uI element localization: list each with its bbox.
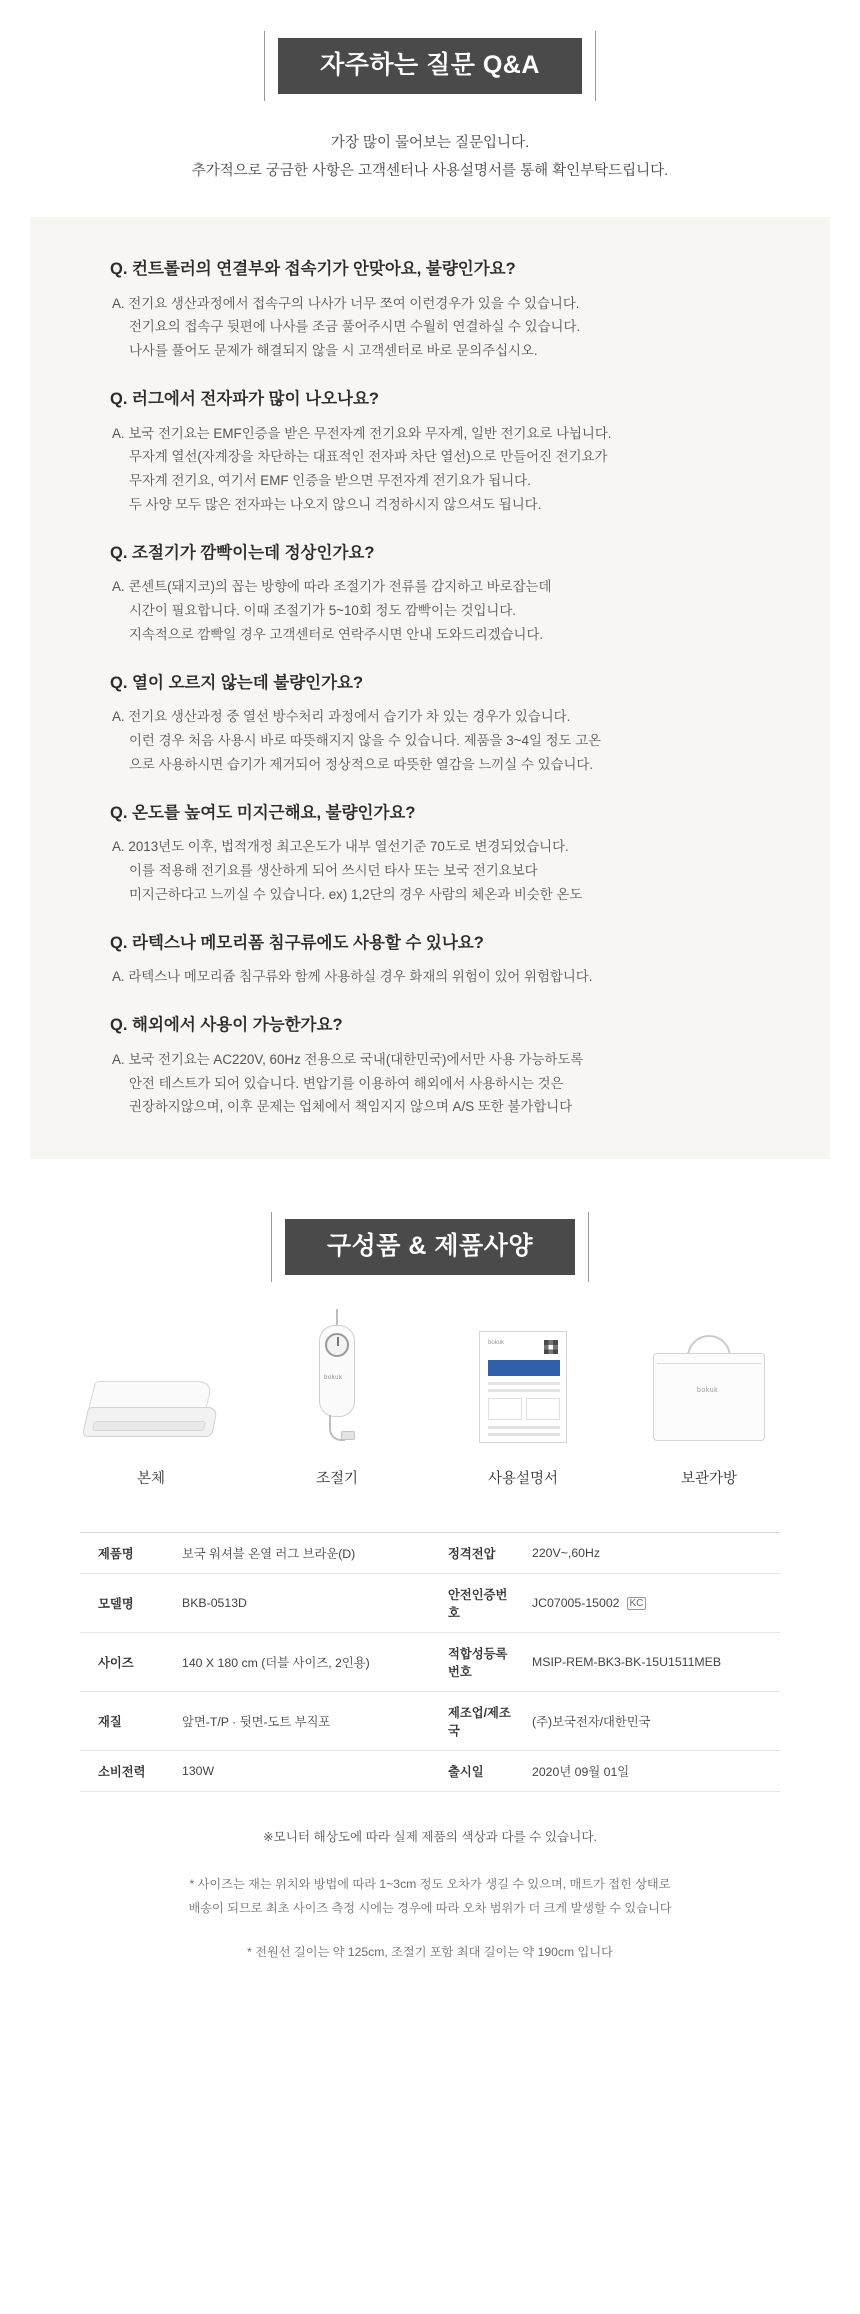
- spec-value: 보국 워셔블 온열 러그 브라운(D): [172, 1533, 430, 1574]
- spec-value: 앞면-T/P · 뒷면-도트 부직포: [172, 1692, 430, 1751]
- faq-list: [110, 259, 750, 1119]
- spec-key: 정격전압: [430, 1533, 522, 1574]
- faq-title-banner: [0, 38, 860, 94]
- storage-bag-icon: [634, 1319, 784, 1449]
- qr-code-icon: [544, 1340, 558, 1354]
- controller-icon: [262, 1319, 412, 1449]
- faq-answer-line: 이런 경우 처음 사용시 바로 따뜻해지지 않을 수 있습니다. 제품을 3~4일 정도 고온: [129, 733, 602, 749]
- spec-title: 구성품 & 제품사양: [285, 1219, 575, 1275]
- faq-item: [110, 259, 750, 363]
- faq-question: Q. 러그에서 전자파가 많이 나오나요?: [110, 390, 379, 409]
- faq-answer: [110, 422, 750, 517]
- specification-table: [80, 1532, 780, 1792]
- faq-answer-line: A. 콘센트(돼지코)의 꼽는 방향에 따라 조절기가 전류를 감지하고 바로잡는데: [112, 579, 552, 595]
- component-list: [0, 1319, 860, 1488]
- spec-key: 적합성등록번호: [430, 1633, 522, 1692]
- table-row: [80, 1633, 780, 1692]
- spec-key: 모델명: [80, 1574, 172, 1633]
- faq-answer: [110, 1048, 750, 1120]
- faq-answer-line: A. 보국 전기요는 AC220V, 60Hz 전용으로 국내(대한민국)에서만 사용 가능하도록: [112, 1051, 584, 1067]
- kc-certification-icon: KC: [627, 1597, 647, 1610]
- note-line: * 사이즈는 재는 위치와 방법에 따라 1~3cm 정도 오차가 생길 수 있으며, 매트가 접힌 상태로: [189, 1877, 671, 1892]
- faq-answer-line: 으로 사용하시면 습기가 제거되어 정상적으로 따뜻한 열감을 느끼실 수 있습니다.: [129, 757, 594, 773]
- notes-block: [0, 1826, 860, 1964]
- spec-value: BKB-0513D: [172, 1574, 430, 1633]
- spec-key: 출시일: [430, 1751, 522, 1792]
- spec-value: 2020년 09월 01일: [522, 1751, 780, 1792]
- faq-answer-line: 안전 테스트가 되어 있습니다. 변압기를 이용하여 해외에서 사용하시는 것은: [129, 1075, 564, 1091]
- faq-panel: [30, 217, 830, 1159]
- spec-value: MSIP-REM-BK3-BK-15U1511MEB: [522, 1633, 780, 1692]
- cable-length-note: [0, 1941, 860, 1965]
- faq-question: Q. 온도를 높여도 미지근해요, 불량인가요?: [110, 804, 416, 823]
- component-item: [262, 1319, 412, 1488]
- spec-section: [0, 1219, 860, 1964]
- spec-key: 재질: [80, 1692, 172, 1751]
- faq-answer: [110, 705, 750, 777]
- faq-answer-line: 나사를 풀어도 문제가 해결되지 않을 시 고객센터로 바로 문의주십시오.: [129, 343, 538, 359]
- spec-value-with-kc: [522, 1574, 780, 1633]
- component-item: [448, 1319, 598, 1488]
- faq-intro-line-1: 가장 많이 물어보는 질문입니다.: [330, 135, 530, 151]
- faq-question: Q. 컨트롤러의 연결부와 접속기가 안맞아요, 불량인가요?: [110, 260, 516, 279]
- note-line: 배송이 되므로 최초 사이즈 측정 시에는 경우에 따라 오차 범위가 더 크게 발생할 수 있습니다: [188, 1901, 672, 1916]
- monitor-color-note: ※모니터 해상도에 따라 실제 제품의 색상과 다를 수 있습니다.: [262, 1830, 598, 1845]
- spec-value: JC07005-15002: [532, 1595, 620, 1610]
- faq-item: [110, 673, 750, 777]
- component-label: 본체: [136, 1471, 165, 1488]
- faq-answer-line: A. 라텍스나 메모리쥼 침구류와 함께 사용하실 경우 화재의 위험이 있어 위험합니다.: [112, 969, 593, 985]
- spec-key: 안전인증번호: [430, 1574, 522, 1633]
- spec-key: 사이즈: [80, 1633, 172, 1692]
- faq-answer-line: A. 전기요 생산과정에서 접속구의 나사가 너무 쪼여 이런경우가 있을 수 있습니다.: [112, 295, 580, 311]
- faq-item: [110, 389, 750, 517]
- spec-value: 130W: [172, 1751, 430, 1792]
- table-row: [80, 1574, 780, 1633]
- spec-value: 140 X 180 cm (더블 사이즈, 2인용): [172, 1633, 430, 1692]
- faq-answer-line: A. 보국 전기요는 EMF인증을 받은 무전자계 전기요와 무자계, 일반 전기요로 나뉩니다.: [112, 425, 612, 441]
- faq-answer: [110, 292, 750, 364]
- faq-answer: [110, 965, 750, 989]
- component-label: 사용설명서: [487, 1471, 559, 1488]
- faq-answer-line: A. 2013년도 이후, 법적개정 최고온도가 내부 열선기준 70도로 변경되었습니다.: [112, 839, 569, 855]
- spec-key: 제품명: [80, 1533, 172, 1574]
- faq-item: [110, 933, 750, 989]
- spec-key: 제조업/제조국: [430, 1692, 522, 1751]
- faq-answer-line: 두 사양 모두 많은 전자파는 나오지 않으니 걱정하시지 않으셔도 됩니다.: [129, 497, 542, 513]
- faq-answer-line: 권장하지않으며, 이후 문제는 업체에서 책임지지 않으며 A/S 또한 불가합니다: [129, 1099, 573, 1115]
- faq-answer: [110, 835, 750, 907]
- faq-intro: [0, 130, 860, 185]
- faq-answer-line: A. 전기요 생산과정 중 열선 방수처리 과정에서 습기가 차 있는 경우가 있습니다.: [112, 709, 571, 725]
- faq-answer-line: 전기요의 접속구 뒷편에 나사를 조금 풀어주시면 수월히 연결하실 수 있습니다.: [129, 319, 581, 335]
- bag-brand-text: bokuk: [697, 1387, 719, 1395]
- faq-answer-line: 미지근하다고 느끼실 수 있습니다. ex) 1,2단의 경우 사람의 체온과 비슷한 온도: [129, 887, 583, 903]
- component-item: [76, 1319, 226, 1488]
- spec-title-banner: [0, 1219, 860, 1275]
- faq-answer-line: 시간이 필요합니다. 이때 조절기가 5~10회 정도 깜빡이는 것입니다.: [129, 603, 517, 619]
- note-line: * 전원선 길이는 약 125cm, 조절기 포함 최대 길이는 약 190cm 입니다: [247, 1944, 613, 1959]
- component-label: 조절기: [315, 1471, 359, 1488]
- table-row: [80, 1751, 780, 1792]
- controller-brand-text: bokuk: [324, 1375, 343, 1382]
- mat-icon: [76, 1319, 226, 1449]
- table-row: [80, 1533, 780, 1574]
- faq-intro-line-2: 추가적으로 궁금한 사항은 고객센터나 사용설명서를 통해 확인부탁드립니다.: [191, 162, 669, 179]
- faq-answer-line: 지속적으로 깜빡일 경우 고객센터로 연락주시면 안내 도와드리겠습니다.: [129, 627, 544, 643]
- component-label: 보관가방: [680, 1471, 738, 1488]
- faq-question: Q. 해외에서 사용이 가능한가요?: [110, 1016, 343, 1035]
- faq-answer-line: 무자계 전기요, 여기서 EMF 인증을 받으면 무전자계 전기요가 됩니다.: [129, 473, 531, 489]
- spec-value: (주)보국전자/대한민국: [522, 1692, 780, 1751]
- faq-answer: [110, 575, 750, 647]
- faq-answer-line: 무자계 열선(자계장을 차단하는 대표적인 전자파 차단 열선)으로 만들어진 전기요가: [129, 449, 608, 465]
- faq-question: Q. 조절기가 깜빡이는데 정상인가요?: [110, 543, 375, 562]
- faq-question: Q. 열이 오르지 않는데 불량인가요?: [110, 674, 364, 692]
- faq-question: Q. 라텍스나 메모리폼 침구류에도 사용할 수 있나요?: [110, 934, 484, 953]
- faq-item: [110, 543, 750, 647]
- size-tolerance-note: [0, 1873, 860, 1921]
- faq-item: [110, 803, 750, 907]
- faq-answer-line: 이를 적용해 전기요를 생산하게 되어 쓰시던 타사 또는 보국 전기요보다: [129, 863, 538, 879]
- faq-item: [110, 1015, 750, 1119]
- spec-value: 220V~,60Hz: [522, 1533, 780, 1574]
- faq-title: 자주하는 질문 Q&A: [278, 38, 582, 94]
- table-row: [80, 1692, 780, 1751]
- spec-key: 소비전력: [80, 1751, 172, 1792]
- manual-icon: [448, 1319, 598, 1449]
- manual-brand-text: bokuk: [488, 1340, 505, 1347]
- component-item: [634, 1319, 784, 1488]
